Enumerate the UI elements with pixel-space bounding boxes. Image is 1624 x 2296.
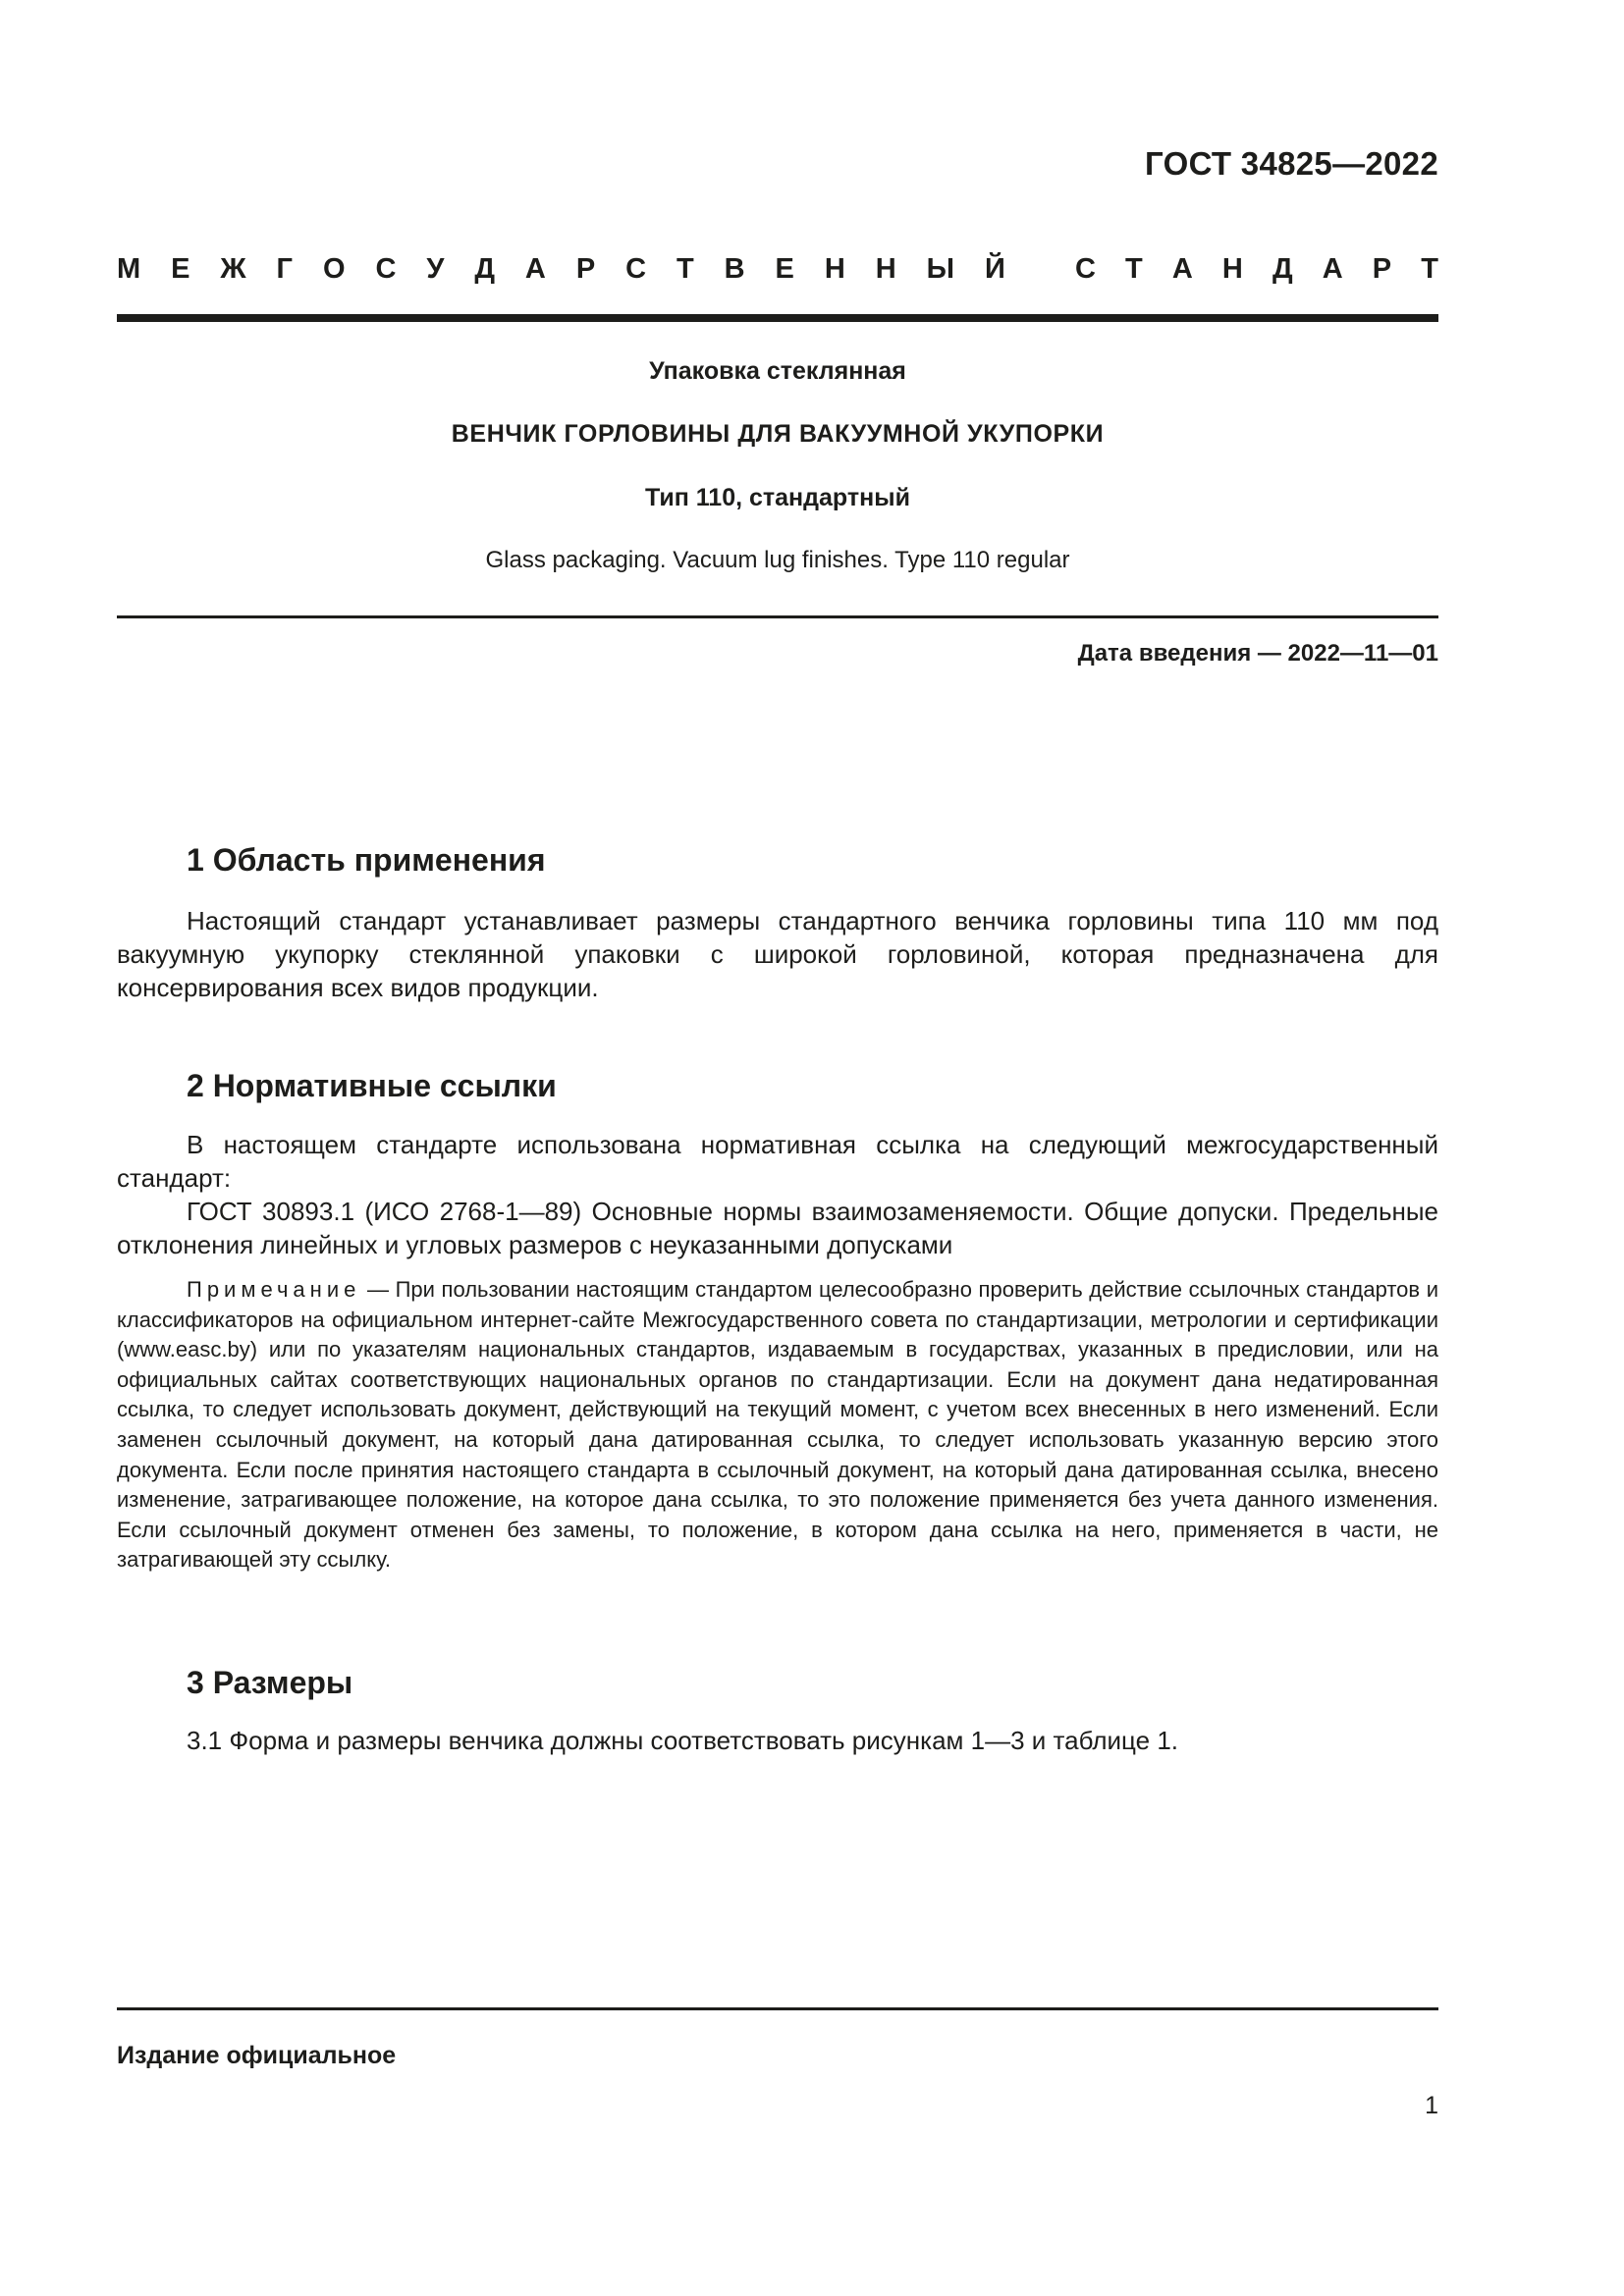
standard-type-word1-letter: Р [575, 253, 596, 285]
standard-type-heading [117, 253, 1438, 286]
note-label: Примечание [187, 1277, 361, 1302]
standard-type-word1-letter: Н [875, 253, 896, 285]
title-type: Тип 110, стандартный [645, 484, 910, 511]
standard-type-word1-letter: Ы [926, 253, 954, 285]
section-2-note [117, 1275, 1438, 1575]
standard-type-word1-letter: А [524, 253, 546, 285]
standard-type-word1-letter: У [426, 253, 445, 285]
document-page [117, 0, 1438, 2296]
note-text: — При пользовании настоящим стандартом целесообразно проверить действие ссылочных стандартов и классификаторов на официальном интернет-сайте Межгосударственного совета по стандартизации, метрологии и сертификации (www.easc.by) или по указателям национальных стандартов, издаваемым в государствах, указанных в предисловии, или на официальных сайтах соответствующих национальных органов по стандартизации. Если на документ дана недатированная ссылка, то следует использовать документ, действующий на текущий момент, с учетом всех внесенных в него изменений. Если заменен ссылочный документ, на который дана датированная ссылка, то следует использовать указанную версию этого документа. Если после принятия настоящего стандарта в ссылочный документ, на который дана датированная ссылка, внесено изменение, затрагивающее положение, на которое дана ссылка, то это положение применяется без учета данного изменения. Если ссылочный документ отменен без замены, то положение, в котором дана ссылка на него, применяется в части, не затрагивающей эту ссылку. [117, 1277, 1438, 1573]
header-divider [117, 314, 1438, 322]
section-2-text: В настоящем стандарте использована нормативная ссылка на следующий межгосударственный стандарт: [117, 1130, 1438, 1193]
document-code: ГОСТ 34825—2022 [1145, 145, 1438, 182]
section-3-title: 3 Размеры [187, 1665, 353, 1700]
standard-type-word1-letter: Н [824, 253, 845, 285]
standard-type-word1-letter: Й [984, 253, 1005, 285]
footer-divider [117, 2007, 1438, 2010]
standard-type-word1-letter: М [117, 253, 141, 285]
section-3-text: 3.1 Форма и размеры венчика должны соответствовать рисункам 1—3 и таблице 1. [187, 1726, 1179, 1755]
section-2-title: 2 Нормативные ссылки [187, 1068, 557, 1103]
standard-type-word1-letter: Г [276, 253, 293, 285]
standard-type-word1-letter: С [625, 253, 647, 285]
standard-type-word2-letter: Р [1372, 253, 1392, 285]
edition-label: Издание официальное [117, 2042, 397, 2069]
section-2-reference: ГОСТ 30893.1 (ИСО 2768-1—89) Основные нормы взаимозаменяемости. Общие допуски. Предельные отклонения линейных и угловых размеров с неуказанными допусками [117, 1197, 1438, 1259]
section-1-text: Настоящий стандарт устанавливает размеры стандартного венчика горловины типа 110 мм под вакуумную укупорку стеклянной упаковки с широкой горловиной, которая предназначена для консервирования всех видов продукции. [117, 906, 1438, 1002]
standard-type-word1-letter: Т [676, 253, 694, 285]
standard-type-word2-letter: Т [1421, 253, 1438, 285]
page-number: 1 [1425, 2092, 1438, 2119]
standard-type-word1-letter: Д [474, 253, 495, 285]
standard-type-word1-letter: В [724, 253, 745, 285]
standard-type-word1-letter: Е [171, 253, 190, 285]
section-1-title: 1 Область применения [187, 842, 546, 878]
standard-type-word1-letter: Ж [220, 253, 246, 285]
standard-type-word2-letter: А [1322, 253, 1343, 285]
standard-type-word1-letter: Е [775, 253, 794, 285]
standard-type-word2-letter: Н [1221, 253, 1243, 285]
introduction-date: Дата введения — 2022—11—01 [1077, 640, 1438, 667]
standard-type-word2-letter: Т [1125, 253, 1143, 285]
title-main: ВЕНЧИК ГОРЛОВИНЫ ДЛЯ ВАКУУМНОЙ УКУПОРКИ [451, 420, 1105, 448]
title-english: Glass packaging. Vacuum lug finishes. Type 110 regular [485, 547, 1070, 573]
title-divider [117, 615, 1438, 618]
title-packaging: Упаковка стеклянная [649, 357, 906, 385]
standard-type-word2-letter: Д [1272, 253, 1293, 285]
standard-type-word-standard [1075, 253, 1438, 286]
standard-type-word1-letter: С [375, 253, 397, 285]
standard-type-word2-letter: С [1075, 253, 1096, 285]
standard-type-word1-letter: О [322, 253, 346, 285]
standard-type-word-interstate [117, 253, 1005, 286]
standard-type-word2-letter: А [1171, 253, 1193, 285]
